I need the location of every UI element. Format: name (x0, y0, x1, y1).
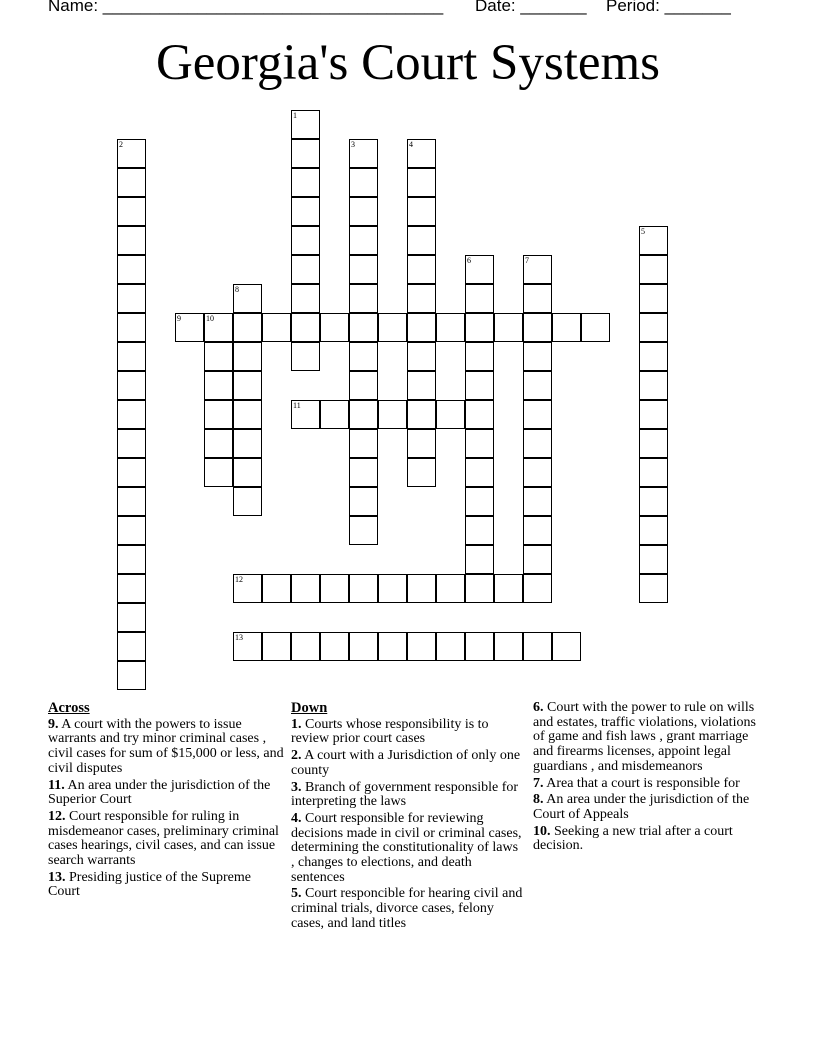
grid-cell[interactable] (320, 632, 349, 661)
clue-item (533, 777, 769, 792)
grid-cell[interactable] (465, 342, 494, 371)
grid-cell[interactable] (291, 284, 320, 313)
grid-cell[interactable] (349, 197, 378, 226)
grid-cell[interactable] (349, 342, 378, 371)
clue-item (291, 718, 523, 747)
grid-cell[interactable] (378, 400, 407, 429)
clue-item-text: Branch of government responsible for interpreting the laws (291, 779, 519, 810)
clue-item-number: 8. (533, 792, 544, 808)
grid-cell[interactable] (233, 458, 262, 487)
grid-cell[interactable] (552, 632, 581, 661)
grid-cell[interactable] (639, 545, 668, 574)
grid-cell[interactable] (407, 197, 436, 226)
grid-cell[interactable] (117, 342, 146, 371)
grid-cell[interactable] (349, 284, 378, 313)
grid-cell[interactable] (465, 487, 494, 516)
clue-item (48, 810, 284, 869)
grid-cell[interactable] (378, 574, 407, 603)
grid-cell[interactable] (523, 342, 552, 371)
grid-cell[interactable] (349, 516, 378, 545)
grid-cell[interactable] (349, 458, 378, 487)
grid-cell[interactable] (233, 400, 262, 429)
grid-cell[interactable] (523, 255, 552, 284)
grid-cell[interactable] (436, 400, 465, 429)
grid-cell[interactable] (204, 458, 233, 487)
grid-cell[interactable] (117, 429, 146, 458)
grid-cell[interactable] (436, 632, 465, 661)
clue-number: 4 (409, 140, 413, 149)
grid-cell[interactable] (349, 168, 378, 197)
grid-cell[interactable] (117, 487, 146, 516)
grid-cell[interactable] (117, 226, 146, 255)
clue-item (533, 701, 769, 775)
grid-cell[interactable] (523, 458, 552, 487)
grid-cell[interactable] (233, 574, 262, 603)
clue-item-text: A court with the powers to issue warrants and try minor criminal cases , civil cases for sum of $15,000 or less, and civil disputes (48, 716, 284, 776)
grid-cell[interactable] (639, 371, 668, 400)
grid-cell[interactable] (117, 168, 146, 197)
name-field-label: Name: ____________________________________ (48, 0, 444, 15)
down-heading: Down (291, 700, 328, 716)
grid-cell[interactable] (465, 545, 494, 574)
grid-cell[interactable] (117, 661, 146, 690)
grid-cell[interactable] (465, 400, 494, 429)
grid-cell[interactable] (291, 400, 320, 429)
grid-cell[interactable] (117, 516, 146, 545)
grid-cell[interactable] (175, 313, 204, 342)
clue-item (291, 812, 523, 886)
grid-cell[interactable] (639, 429, 668, 458)
grid-cell[interactable] (407, 168, 436, 197)
clue-item-text: Area that a court is responsible for (546, 775, 740, 791)
grid-cell[interactable] (349, 226, 378, 255)
grid-cell[interactable] (117, 371, 146, 400)
grid-cell[interactable] (262, 313, 291, 342)
grid-cell[interactable] (465, 574, 494, 603)
grid-cell[interactable] (349, 487, 378, 516)
clue-number: 8 (235, 285, 239, 294)
clue-item (48, 718, 284, 777)
clue-item-text: A court with a Jurisdiction of only one county (291, 748, 521, 778)
grid-cell[interactable] (407, 313, 436, 342)
clue-item-number: 2. (291, 748, 302, 764)
grid-cell[interactable] (639, 516, 668, 545)
grid-cell[interactable] (639, 574, 668, 603)
grid-cell[interactable] (233, 342, 262, 371)
grid-cell[interactable] (639, 284, 668, 313)
page-title: Georgia's Court Systems (155, 35, 661, 91)
grid-cell[interactable] (523, 313, 552, 342)
grid-cell[interactable] (465, 458, 494, 487)
clue-item-number: 10. (533, 823, 551, 839)
clue-number: 1 (293, 111, 297, 120)
grid-cell[interactable] (407, 400, 436, 429)
grid-cell[interactable] (494, 632, 523, 661)
clue-item-text: Courts whose responsibility is to review prior court cases (291, 716, 489, 747)
across-heading: Across (48, 700, 90, 716)
grid-cell[interactable] (639, 313, 668, 342)
grid-cell[interactable] (117, 400, 146, 429)
grid-cell[interactable] (204, 400, 233, 429)
clue-item-number: 11. (48, 777, 65, 793)
clue-number: 9 (177, 314, 181, 323)
grid-cell[interactable] (117, 545, 146, 574)
grid-cell[interactable] (407, 255, 436, 284)
grid-cell[interactable] (117, 603, 146, 632)
date-field-label: Date: _______ (475, 0, 587, 15)
grid-cell[interactable] (233, 371, 262, 400)
clue-item (291, 749, 523, 778)
grid-cell[interactable] (117, 284, 146, 313)
grid-cell[interactable] (204, 342, 233, 371)
grid-cell[interactable] (552, 313, 581, 342)
grid-cell[interactable] (523, 545, 552, 574)
grid-cell[interactable] (465, 632, 494, 661)
clue-item-number: 9. (48, 716, 59, 732)
grid-cell[interactable] (407, 226, 436, 255)
grid-cell[interactable] (523, 429, 552, 458)
grid-cell[interactable] (204, 429, 233, 458)
grid-cell[interactable] (465, 284, 494, 313)
grid-cell[interactable] (349, 632, 378, 661)
clue-number: 2 (119, 140, 123, 149)
grid-cell[interactable] (291, 574, 320, 603)
clue-number: 12 (235, 575, 243, 584)
grid-cell[interactable] (117, 632, 146, 661)
grid-cell[interactable] (262, 632, 291, 661)
clue-item-text: Presiding justice of the Supreme Court (48, 869, 251, 900)
grid-cell[interactable] (320, 400, 349, 429)
grid-cell[interactable] (291, 168, 320, 197)
clue-item-text: Court responcible for hearing civil and criminal trials, divorce cases, felony cases, and land titles (291, 886, 523, 931)
grid-cell[interactable] (465, 313, 494, 342)
grid-cell[interactable] (233, 487, 262, 516)
grid-cell[interactable] (378, 313, 407, 342)
grid-cell[interactable] (523, 516, 552, 545)
grid-cell[interactable] (233, 429, 262, 458)
grid-cell[interactable] (291, 342, 320, 371)
clue-item (48, 871, 284, 900)
clue-item-number: 13. (48, 869, 66, 885)
clue-item (48, 779, 284, 808)
clue-item-number: 4. (291, 810, 302, 826)
grid-cell[interactable] (523, 284, 552, 313)
grid-cell[interactable] (639, 400, 668, 429)
grid-cell[interactable] (291, 226, 320, 255)
grid-cell[interactable] (320, 574, 349, 603)
clue-item-text: Court responsible for reviewing decisions made in civil or criminal cases, determining the constitutionality of laws , changes to elections, and death sentences (291, 810, 522, 885)
grid-cell[interactable] (523, 487, 552, 516)
grid-cell[interactable] (117, 458, 146, 487)
clue-number: 5 (641, 227, 645, 236)
grid-cell[interactable] (117, 313, 146, 342)
grid-cell[interactable] (407, 632, 436, 661)
grid-cell[interactable] (407, 139, 436, 168)
grid-cell[interactable] (291, 139, 320, 168)
grid-cell[interactable] (639, 458, 668, 487)
clue-item-number: 1. (291, 716, 302, 732)
grid-cell[interactable] (349, 371, 378, 400)
clue-item (291, 887, 523, 931)
clue-item (533, 825, 769, 854)
clue-item-text: Seeking a new trial after a court decision. (533, 823, 733, 854)
clue-item-number: 7. (533, 775, 544, 791)
clue-item-number: 5. (291, 886, 302, 902)
grid-cell[interactable] (407, 342, 436, 371)
grid-cell[interactable] (523, 400, 552, 429)
across-clues (48, 701, 284, 902)
clue-number: 6 (467, 256, 471, 265)
grid-cell[interactable] (465, 371, 494, 400)
grid-cell[interactable] (320, 313, 349, 342)
grid-cell[interactable] (117, 197, 146, 226)
clue-item-text: An area under the jurisdiction of the Superior Court (48, 777, 271, 808)
grid-cell[interactable] (233, 284, 262, 313)
grid-cell[interactable] (581, 313, 610, 342)
clue-number: 3 (351, 140, 355, 149)
down-clues-continued (533, 701, 769, 856)
clue-number: 11 (293, 401, 301, 410)
grid-cell[interactable] (407, 574, 436, 603)
grid-cell[interactable] (465, 429, 494, 458)
grid-cell[interactable] (378, 632, 407, 661)
clue-item (533, 793, 769, 822)
grid-cell[interactable] (204, 313, 233, 342)
period-field-label: Period: _______ (606, 0, 731, 15)
grid-cell[interactable] (291, 110, 320, 139)
clue-number: 7 (525, 256, 529, 265)
grid-cell[interactable] (349, 574, 378, 603)
grid-cell[interactable] (523, 371, 552, 400)
grid-cell[interactable] (117, 139, 146, 168)
clue-item (291, 781, 523, 810)
grid-cell[interactable] (291, 632, 320, 661)
grid-cell[interactable] (639, 342, 668, 371)
clue-item-number: 3. (291, 779, 302, 795)
grid-cell[interactable] (291, 313, 320, 342)
grid-cell[interactable] (349, 255, 378, 284)
grid-cell[interactable] (349, 313, 378, 342)
grid-cell[interactable] (233, 313, 262, 342)
grid-cell[interactable] (349, 400, 378, 429)
grid-cell[interactable] (523, 574, 552, 603)
clue-item-text: Court with the power to rule on wills and estates, traffic violations, violations of game and fish laws , grant marriage and firearms licenses, appoint legal guardians , and misdemeanors (533, 700, 756, 774)
grid-cell[interactable] (494, 313, 523, 342)
grid-cell[interactable] (204, 371, 233, 400)
grid-cell[interactable] (349, 139, 378, 168)
grid-cell[interactable] (291, 197, 320, 226)
clue-number: 13 (235, 633, 243, 642)
grid-cell[interactable] (291, 255, 320, 284)
grid-cell[interactable] (436, 313, 465, 342)
down-clues (291, 701, 523, 934)
clue-item-text: An area under the jurisdiction of the Court of Appeals (533, 792, 750, 822)
grid-cell[interactable] (639, 226, 668, 255)
clue-number: 10 (206, 314, 214, 323)
grid-cell[interactable] (465, 516, 494, 545)
grid-cell[interactable] (117, 574, 146, 603)
clue-item-text: Court responsible for ruling in misdemeanor cases, preliminary criminal cases hearings, civil cases, and can issue search warrants (48, 808, 279, 869)
down-clue-list-continued (533, 701, 769, 854)
clue-item-number: 6. (533, 700, 544, 715)
grid-cell[interactable] (523, 632, 552, 661)
grid-cell[interactable] (639, 487, 668, 516)
grid-cell[interactable] (117, 255, 146, 284)
grid-cell[interactable] (262, 574, 291, 603)
grid-cell[interactable] (349, 429, 378, 458)
grid-cell[interactable] (639, 255, 668, 284)
grid-cell[interactable] (407, 371, 436, 400)
grid-cell[interactable] (436, 574, 465, 603)
grid-cell[interactable] (233, 632, 262, 661)
grid-cell[interactable] (465, 255, 494, 284)
down-clue-list (291, 718, 523, 932)
grid-cell[interactable] (407, 429, 436, 458)
clue-item-number: 12. (48, 808, 66, 824)
grid-cell[interactable] (494, 574, 523, 603)
grid-cell[interactable] (407, 284, 436, 313)
grid-cell[interactable] (407, 458, 436, 487)
across-clue-list (48, 718, 284, 900)
